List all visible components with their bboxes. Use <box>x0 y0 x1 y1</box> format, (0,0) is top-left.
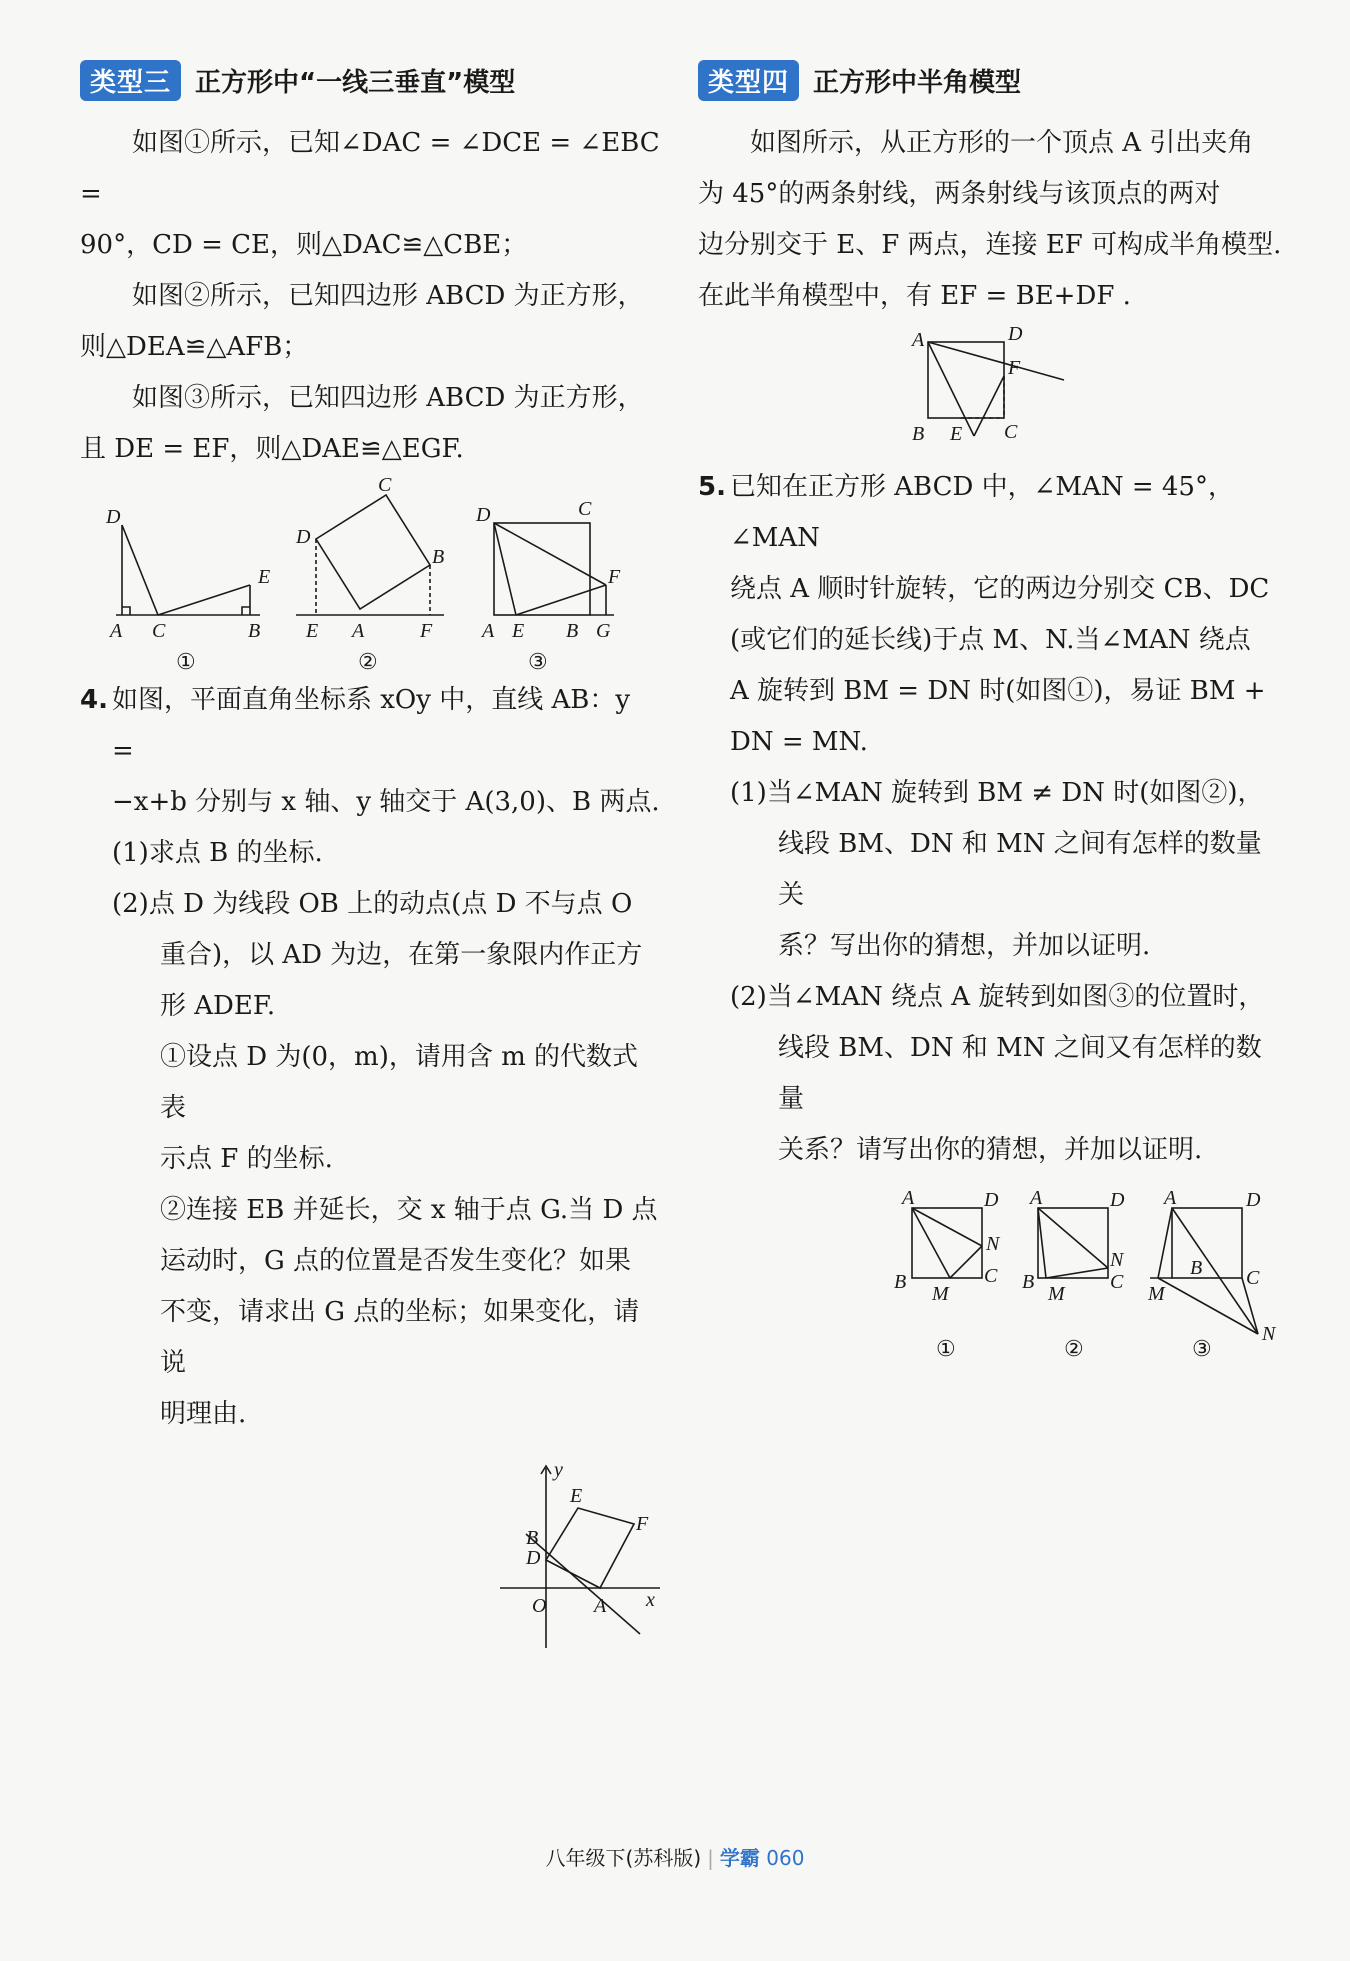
part-2-line: (2)当∠MAN 绕点 A 旋转到如图③的位置时， <box>730 982 1265 1012</box>
grade-label: 八年级下(苏科版) <box>545 1846 702 1870</box>
figure-rotating-angle <box>698 1184 1283 1364</box>
part-2-line: 关系？请写出你的猜想，并加以证明. <box>778 1135 1203 1165</box>
svg-text:A: A <box>482 620 495 642</box>
text-line: −x+b 分别与 x 轴、y 轴交于 A(3,0)、B 两点. <box>112 787 660 817</box>
svg-text:A: A <box>352 620 365 642</box>
svg-text:C: C <box>378 475 392 496</box>
svg-text:y: y <box>554 1459 563 1481</box>
part-2-line: (2)点 D 为线段 OB 上的动点(点 D 不与点 O <box>112 889 633 919</box>
svg-text:G: G <box>596 620 611 642</box>
svg-text:D: D <box>476 504 491 526</box>
section-title: 正方形中半角模型 <box>813 67 1022 98</box>
svg-text:D: D <box>1008 323 1023 345</box>
section-tag: 类型三 <box>80 60 181 101</box>
text-line: 边分别交于 E、F 两点，连接 EF 可构成半角模型. <box>698 230 1282 260</box>
text-line: 如图③所示，已知四边形 ABCD 为正方形， <box>132 383 644 413</box>
svg-text:E: E <box>950 423 963 445</box>
page-footer: 八年级下(苏科版) | 学霸 060 <box>545 1846 805 1870</box>
part-1-line: 系？写出你的猜想，并加以证明. <box>778 931 1151 961</box>
part-2-line: 形 ADEF. <box>160 991 276 1021</box>
text-line: 在此半角模型中，有 EF = BE+DF . <box>698 281 1131 311</box>
text-line: DN = MN. <box>730 727 868 757</box>
left-column <box>80 58 660 1658</box>
svg-text:C: C <box>152 620 166 642</box>
svg-text:D: D <box>296 526 311 548</box>
text-line: 如图①所示，已知∠DAC = ∠DCE = ∠EBC = <box>80 128 660 209</box>
svg-text:B: B <box>432 546 445 568</box>
right-column <box>698 58 1283 1364</box>
part-1: (1)求点 B 的坐标. <box>112 838 323 868</box>
brand-label: 学霸 <box>719 1846 760 1870</box>
section-header-type4 <box>698 58 1283 102</box>
text-line: 已知在正方形 ABCD 中，∠MAN = 45°，∠MAN <box>730 472 1234 553</box>
svg-text:D: D <box>1246 1189 1261 1211</box>
svg-text:C: C <box>1110 1271 1124 1293</box>
section-header-type3 <box>80 58 660 102</box>
fig-num-1: ① <box>936 1336 956 1361</box>
text-line: 如图②所示，已知四边形 ABCD 为正方形， <box>132 281 644 311</box>
svg-text:F: F <box>420 620 433 642</box>
svg-text:D: D <box>526 1547 541 1569</box>
figure-coordinate-plane <box>80 1458 660 1658</box>
svg-text:C: C <box>1004 421 1018 443</box>
svg-text:D: D <box>1110 1189 1125 1211</box>
svg-text:B: B <box>1022 1271 1035 1293</box>
part-2-line: 重合)，以 AD 为边，在第一象限内作正方 <box>160 940 643 970</box>
text-line: 如图所示，从正方形的一个顶点 A 引出夹角 <box>750 128 1254 158</box>
svg-text:A: A <box>912 329 925 351</box>
svg-text:C: C <box>578 498 592 520</box>
question-number: 4. <box>80 685 108 715</box>
text-line: 如图，平面直角坐标系 xOy 中，直线 AB：y = <box>112 685 631 766</box>
figure-one-line-three-perpendicular <box>80 475 660 675</box>
svg-text:N: N <box>1262 1323 1276 1345</box>
svg-text:A: A <box>902 1187 915 1209</box>
sub-question-line: ②连接 EB 并延长，交 x 轴于点 G.当 D 点 <box>160 1195 658 1225</box>
fig-num-2: ② <box>358 649 378 674</box>
text-line: 则△DEA≌△AFB； <box>80 332 309 362</box>
svg-text:F: F <box>636 1513 649 1535</box>
svg-text:C: C <box>1246 1267 1260 1289</box>
svg-text:N: N <box>1110 1249 1124 1271</box>
sub-question-line: 明理由. <box>160 1399 247 1429</box>
svg-text:B: B <box>912 423 925 445</box>
svg-text:E: E <box>512 620 525 642</box>
svg-text:A: A <box>1164 1187 1177 1209</box>
text-line: 绕点 A 顺时针旋转，它的两边分别交 CB、DC <box>730 574 1270 604</box>
text-line: 为 45°的两条射线，两条射线与该顶点的两对 <box>698 179 1221 209</box>
svg-text:E: E <box>258 566 271 588</box>
sub-question-line: 不变，请求出 G 点的坐标；如果变化，请说 <box>160 1297 640 1378</box>
svg-text:D: D <box>984 1189 999 1211</box>
sub-question-line: ①设点 D 为(0，m)，请用含 m 的代数式表 <box>160 1042 639 1123</box>
section-title: 正方形中“一线三垂直”模型 <box>195 67 516 98</box>
text-line: A 旋转到 BM = DN 时(如图①)，易证 BM + <box>730 676 1266 706</box>
text-line: 且 DE = EF，则△DAE≌△EGF. <box>80 434 464 464</box>
sub-question-line: 运动时，G 点的位置是否发生变化？如果 <box>160 1246 632 1276</box>
text-line: 90°，CD = CE，则△DAC≌△CBE； <box>80 230 528 260</box>
fig-num-3: ③ <box>528 649 548 674</box>
section-tag: 类型四 <box>698 60 799 101</box>
svg-text:F: F <box>1008 357 1021 379</box>
svg-text:B: B <box>566 620 579 642</box>
svg-text:B: B <box>1190 1257 1203 1279</box>
svg-text:A: A <box>1030 1187 1043 1209</box>
part-1-line: (1)当∠MAN 旋转到 BM ≠ DN 时(如图②)， <box>730 778 1264 808</box>
sub-question-line: 示点 F 的坐标. <box>160 1144 333 1174</box>
question-5 <box>698 462 1283 1176</box>
svg-text:M: M <box>1048 1283 1065 1305</box>
svg-text:C: C <box>984 1265 998 1287</box>
figure-half-angle-model <box>698 322 1283 462</box>
fig-num-3: ③ <box>1192 1336 1212 1361</box>
svg-text:B: B <box>894 1271 907 1293</box>
question-number: 5. <box>698 472 726 502</box>
fig-num-1: ① <box>176 649 196 674</box>
svg-text:F: F <box>608 566 621 588</box>
svg-text:O: O <box>532 1595 547 1617</box>
svg-text:B: B <box>526 1527 539 1549</box>
svg-text:x: x <box>646 1589 655 1611</box>
part-1-line: 线段 BM、DN 和 MN 之间有怎样的数量关 <box>778 829 1262 910</box>
svg-text:M: M <box>1148 1283 1165 1305</box>
svg-text:E: E <box>306 620 319 642</box>
part-2-line: 线段 BM、DN 和 MN 之间又有怎样的数量 <box>778 1033 1262 1114</box>
text-line: (或它们的延长线)于点 M、N.当∠MAN 绕点 <box>730 625 1251 655</box>
svg-text:A: A <box>110 620 123 642</box>
svg-text:E: E <box>570 1485 583 1507</box>
svg-text:A: A <box>594 1595 607 1617</box>
svg-text:D: D <box>106 506 121 528</box>
page-number: 060 <box>766 1846 805 1870</box>
svg-text:B: B <box>248 620 261 642</box>
svg-text:N: N <box>986 1233 1000 1255</box>
fig-num-2: ② <box>1064 1336 1084 1361</box>
svg-text:M: M <box>932 1283 949 1305</box>
question-4 <box>80 675 660 1440</box>
